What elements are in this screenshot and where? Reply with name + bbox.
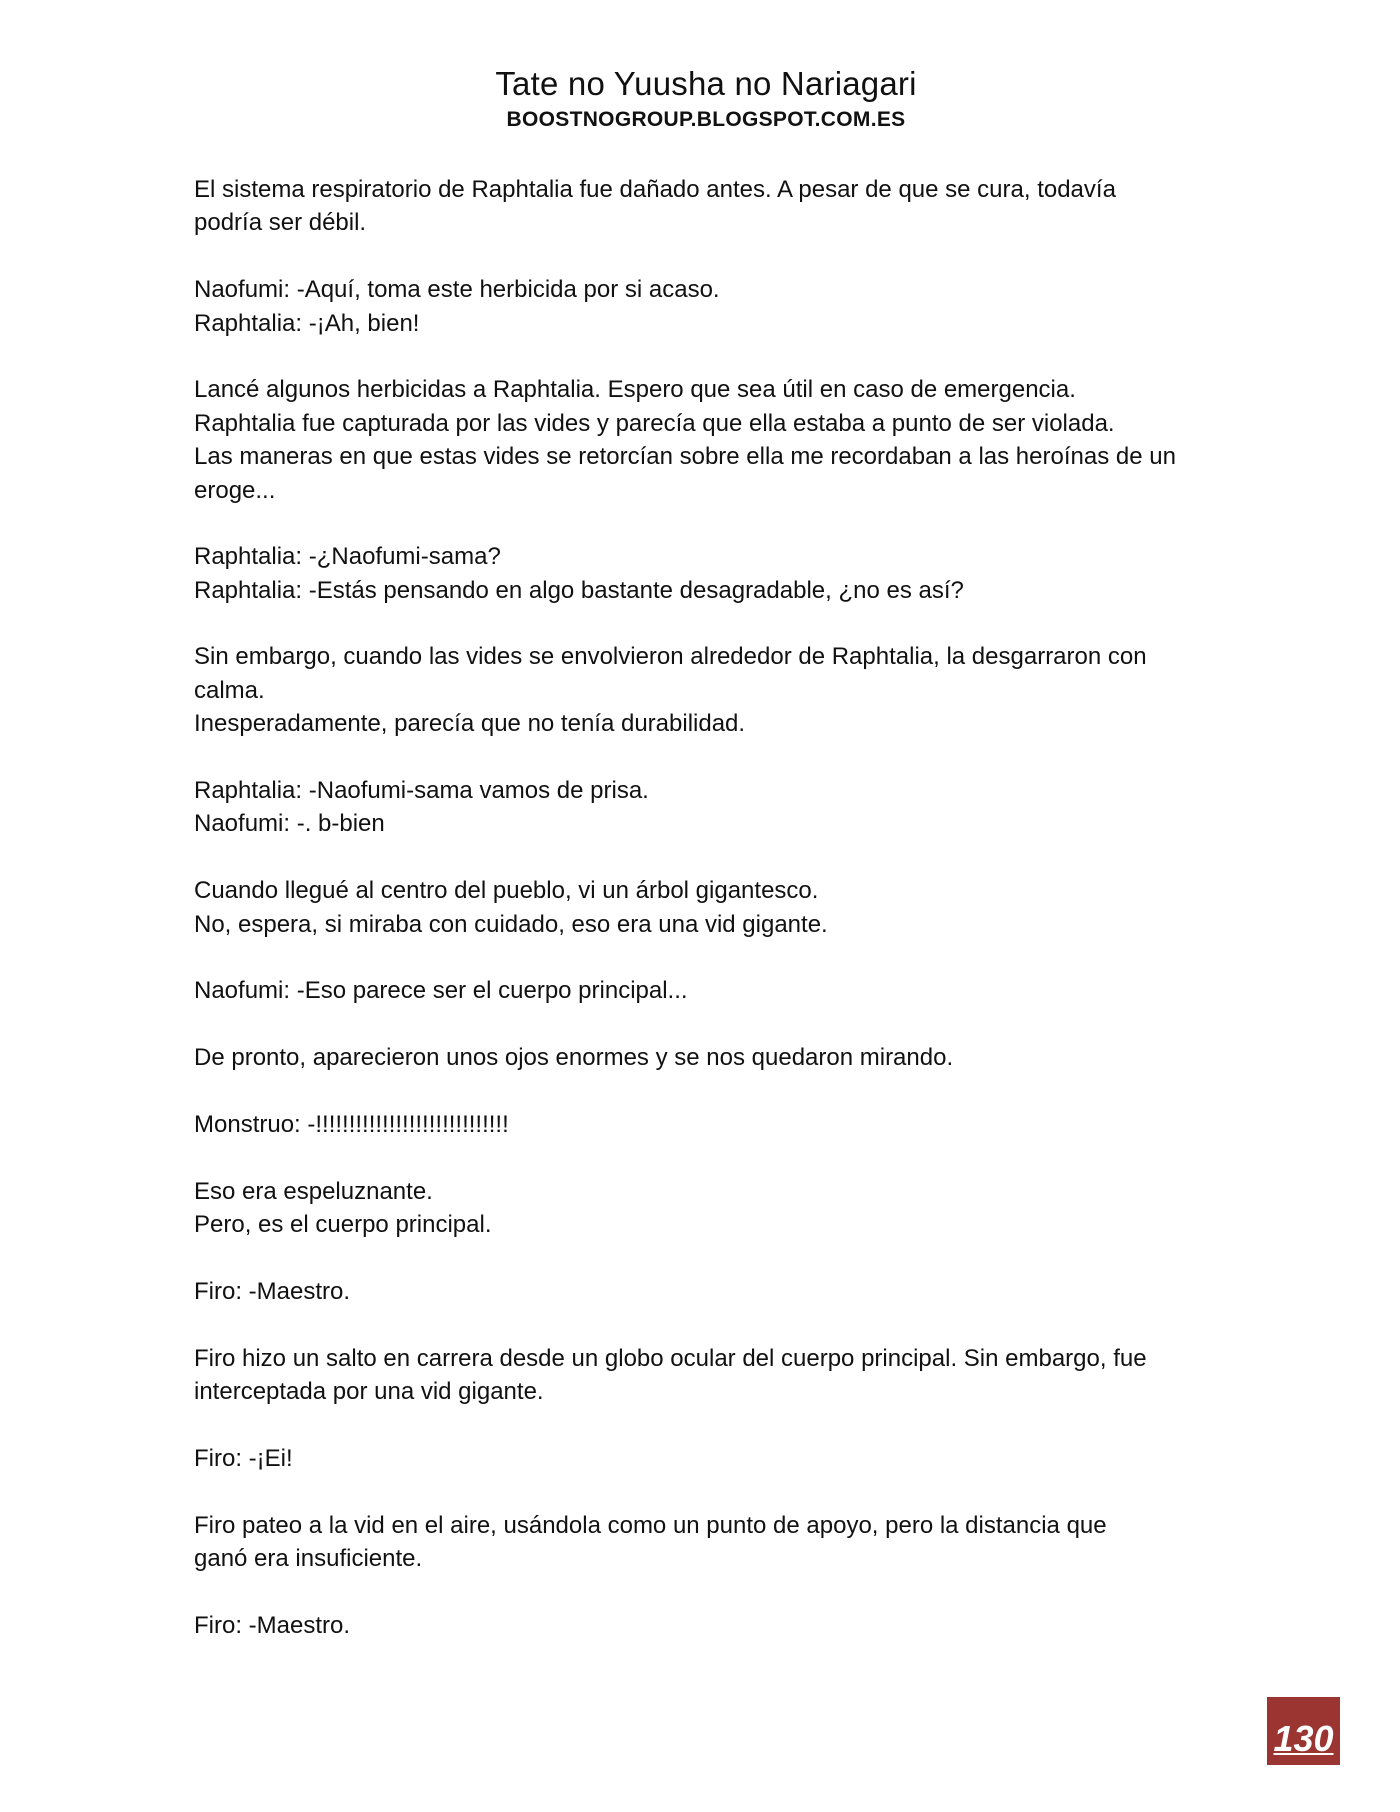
text-line: Cuando llegué al centro del pueblo, vi un árbol gigantesco. xyxy=(194,877,819,905)
text-line: Sin embargo, cuando las vides se envolvieron alrededor de Raphtalia, la desgarraron con xyxy=(194,643,1147,671)
blank-line xyxy=(194,741,1214,774)
text-line: Monstruo: -!!!!!!!!!!!!!!!!!!!!!!!!!!!!! xyxy=(194,1110,509,1138)
blank-line xyxy=(194,1075,1214,1108)
text-line: Raphtalia: -¡Ah, bien! xyxy=(194,309,420,337)
blank-line xyxy=(194,607,1214,640)
text-line: Raphtalia fue capturada por las vides y parecía que ella estaba a punto de ser violada. xyxy=(194,409,1115,437)
page-header xyxy=(0,62,1400,134)
text-line: Naofumi: -Aquí, toma este herbicida por si acaso. xyxy=(194,276,720,304)
blank-line xyxy=(194,507,1214,540)
document-subtitle: BOOSTNOGROUP.BLOGSPOT.COM.ES xyxy=(506,108,906,131)
text-line: Naofumi: -. b-bien xyxy=(194,810,385,838)
text-line: Eso era espeluznante. xyxy=(194,1177,433,1205)
text-line: Firo: -¡Ei! xyxy=(194,1444,293,1472)
blank-line xyxy=(194,1242,1214,1275)
text-line: Firo hizo un salto en carrera desde un globo ocular del cuerpo principal. Sin embargo, fue xyxy=(194,1344,1147,1372)
text-line: Raphtalia: -Naofumi-sama vamos de prisa. xyxy=(194,777,649,805)
blank-line xyxy=(194,1475,1214,1508)
text-line: Lancé algunos herbicidas a Raphtalia. Espero que sea útil en caso de emergencia. xyxy=(194,376,1076,404)
text-line: Inesperadamente, parecía que no tenía durabilidad. xyxy=(194,710,746,738)
text-line: Raphtalia: -Estás pensando en algo bastante desagradable, ¿no es así? xyxy=(194,576,964,604)
text-line: Las maneras en que estas vides se retorcían sobre ella me recordaban a las heroínas de un xyxy=(194,443,1176,471)
text-line: Firo pateo a la vid en el aire, usándola como un punto de apoyo, pero la distancia que xyxy=(194,1511,1107,1539)
blank-line xyxy=(194,841,1214,874)
blank-line xyxy=(194,1308,1214,1341)
body-text xyxy=(194,173,1214,1642)
text-line: No, espera, si miraba con cuidado, eso era una vid gigante. xyxy=(194,910,828,938)
text-line: De pronto, aparecieron unos ojos enormes y se nos quedaron mirando. xyxy=(194,1044,954,1072)
page-number-badge: 130 xyxy=(1267,1697,1340,1765)
text-line: Firo: -Maestro. xyxy=(194,1611,351,1639)
text-line: El sistema respiratorio de Raphtalia fue dañado antes. A pesar de que se cura, todavía xyxy=(194,176,1116,203)
text-line: Naofumi: -Eso parece ser el cuerpo principal... xyxy=(194,977,688,1005)
text-line: eroge... xyxy=(194,476,276,504)
text-line: Raphtalia: -¿Naofumi-sama? xyxy=(194,543,501,571)
text-line: podría ser débil. xyxy=(194,209,367,237)
blank-line xyxy=(194,1008,1214,1041)
text-line: Firo: -Maestro. xyxy=(194,1277,351,1305)
text-line: interceptada por una vid gigante. xyxy=(194,1378,544,1406)
blank-line xyxy=(194,340,1214,373)
blank-line xyxy=(194,1408,1214,1441)
blank-line xyxy=(194,941,1214,974)
text-line: calma. xyxy=(194,676,265,704)
text-line: Pero, es el cuerpo principal. xyxy=(194,1211,492,1239)
blank-line xyxy=(194,1575,1214,1608)
blank-line xyxy=(194,240,1214,273)
text-line: ganó era insuficiente. xyxy=(194,1545,423,1573)
blank-line xyxy=(194,1141,1214,1174)
document-title: Tate no Yuusha no Nariagari xyxy=(495,65,917,102)
